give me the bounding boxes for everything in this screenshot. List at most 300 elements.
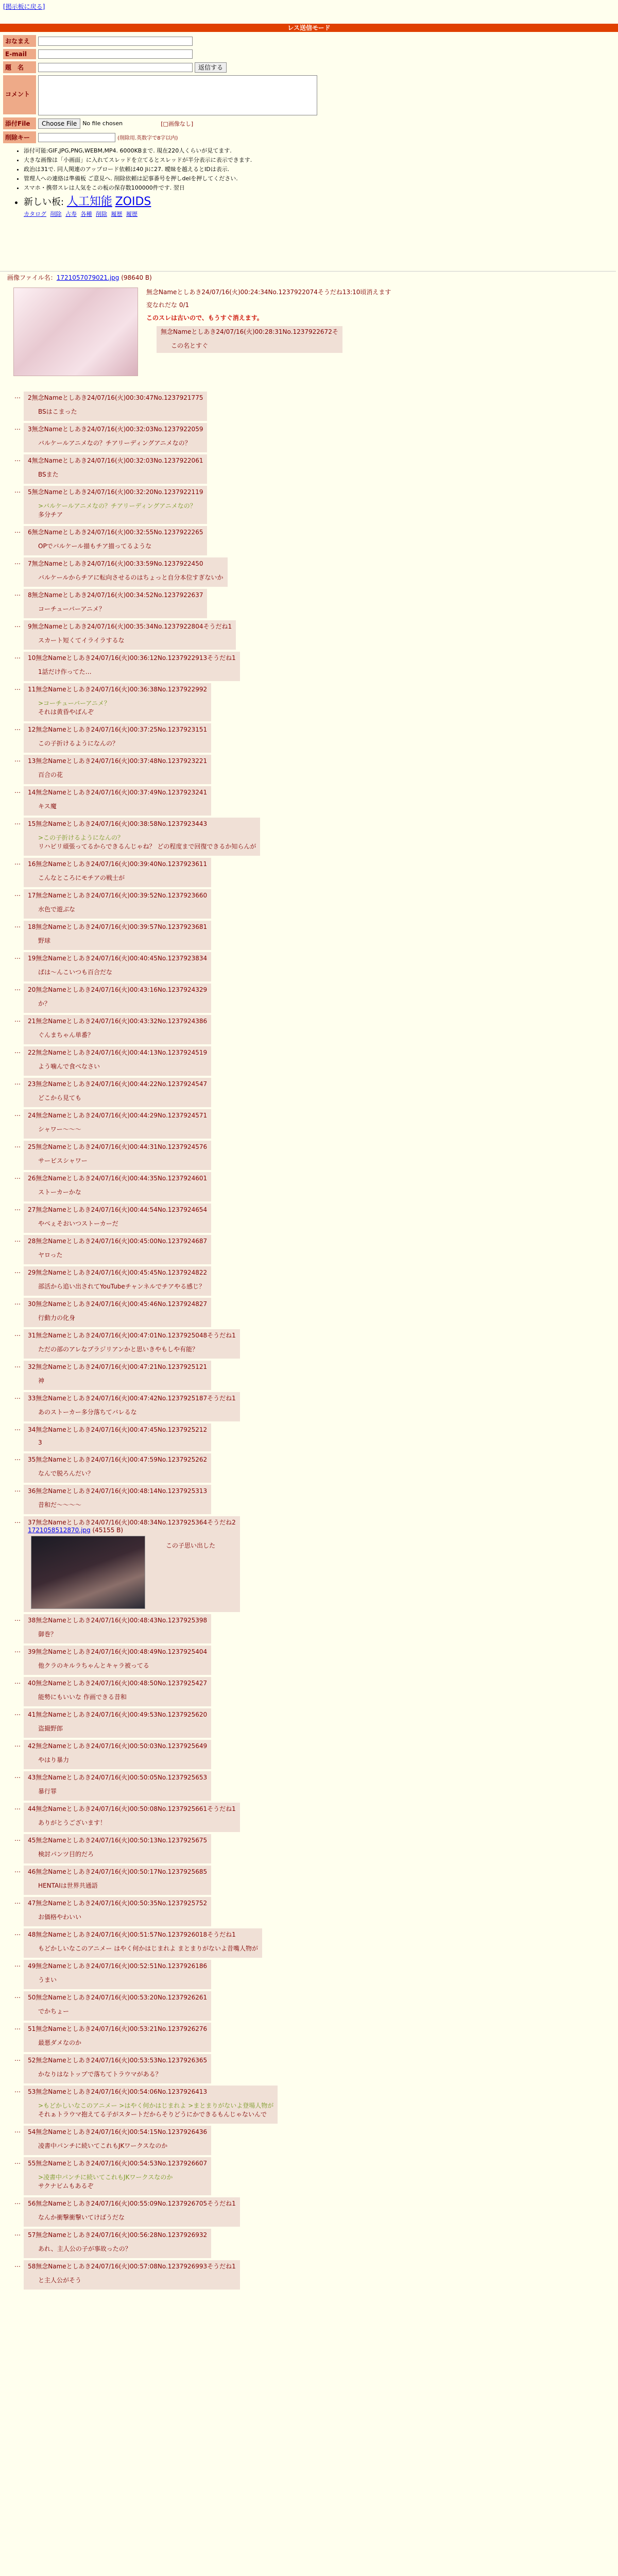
reply-meta[interactable]: 無念Nameとしあき24/07/16(火)00:55:09No.1237926705そうだね1 — [36, 2200, 236, 2207]
reply-gutter: … — [14, 819, 21, 826]
reply-meta[interactable]: 無念Nameとしあき24/07/16(火)00:53:21No.1237926276 — [36, 2025, 208, 2032]
reply-post — [14, 755, 617, 784]
reply-box — [24, 984, 211, 1013]
reply-box — [24, 1485, 211, 1514]
reply-quote: >この子折けるようになんの？ — [38, 834, 124, 841]
nav-links — [24, 210, 394, 218]
reply-post — [14, 1646, 617, 1675]
nav-link[interactable]: 削除 — [96, 211, 107, 217]
reply-text-block — [38, 1030, 207, 1039]
delkey-input[interactable] — [38, 133, 115, 142]
reply-header — [28, 622, 232, 631]
nav-link[interactable]: 占寿 — [65, 211, 77, 217]
choose-file-button[interactable]: Choose File — [38, 118, 80, 129]
reply-post — [14, 1803, 617, 1832]
ad-link-ai[interactable]: 人工知能 — [66, 195, 112, 208]
reply-box — [24, 2086, 278, 2124]
reply-post — [14, 423, 617, 452]
reply-number: 51 — [28, 2025, 36, 2032]
nav-link[interactable]: 各種 — [80, 211, 92, 217]
reply-box — [24, 755, 211, 784]
reply-header — [28, 1394, 236, 1402]
reply-header — [28, 1867, 207, 1876]
reply-meta[interactable]: 無念Nameとしあき24/07/16(火)00:52:51No.1237926186 — [36, 1962, 208, 1970]
reply-header — [28, 1299, 207, 1308]
reply-header — [28, 1993, 207, 2002]
reply-header — [28, 590, 203, 599]
reply-header — [28, 788, 207, 796]
reply-text: かなりはなトップで落ちてトラウマがある？ — [38, 2071, 162, 2078]
op-file-info — [7, 273, 610, 282]
op-file-size: (98640 B) — [121, 274, 152, 281]
reply-file-size: (45155 B) — [92, 1527, 124, 1534]
reply-box — [24, 1266, 211, 1296]
reply-header — [28, 954, 207, 962]
reply-gutter: … — [14, 1804, 21, 1811]
reply-number: 22 — [28, 1049, 36, 1056]
reply-text: なんで脱ろんだい？ — [38, 1470, 94, 1477]
reply-header — [28, 1741, 207, 1750]
reply-post — [14, 1677, 617, 1706]
reply-text-block — [38, 2101, 273, 2119]
reply-meta[interactable]: 無念Nameとしあき24/07/16(火)00:47:01No.1237925048そうだね1 — [36, 1332, 236, 1339]
reply-post — [14, 1453, 617, 1483]
reply-header — [28, 1142, 207, 1151]
reply-post — [14, 1740, 617, 1769]
reply-box — [24, 1453, 211, 1483]
reply-gutter: … — [14, 527, 21, 534]
reply-post — [14, 2157, 617, 2195]
reply-gutter: … — [14, 2230, 21, 2237]
reply-box — [24, 2023, 211, 2052]
reply-text: こんなところにモチアの戦士が — [38, 874, 125, 882]
reply-meta[interactable]: 無念Nameとしあき24/07/16(火)00:48:50No.1237925427 — [36, 1680, 208, 1687]
reply-meta[interactable]: 無念Nameとしあき24/07/16(火)00:35:34No.1237922804そうだね1 — [31, 623, 232, 630]
reply-text: コーチューバーアニメ？ — [38, 605, 105, 613]
reply-text: 検討パンツ目的だろ — [38, 1851, 94, 1858]
reply-meta[interactable]: 無念Nameとしあき24/07/16(火)00:32:55No.1237922265 — [31, 529, 203, 536]
reply-gutter: … — [14, 487, 21, 494]
reply-header — [28, 2230, 207, 2239]
reply-header — [28, 1710, 207, 1719]
reply-meta[interactable]: 無念Nameとしあき24/07/16(火)00:47:45No.1237925212 — [36, 1426, 208, 1433]
reply-gutter: … — [14, 1142, 21, 1149]
reply-meta[interactable]: 無念Nameとしあき24/07/16(火)00:56:28No.1237926932 — [36, 2231, 208, 2239]
reply-meta[interactable]: 無念Nameとしあき24/07/16(火)00:48:43No.1237925398 — [36, 1617, 208, 1624]
reply-text-block — [38, 470, 203, 479]
reply-number: 56 — [28, 2200, 36, 2207]
reply-meta[interactable]: 無念Nameとしあき24/07/16(火)00:48:49No.1237925404 — [36, 1648, 208, 1655]
reply-number: 46 — [28, 1868, 36, 1875]
reply-meta[interactable]: 無念Nameとしあき24/07/16(火)00:45:46No.1237924827 — [36, 1300, 208, 1308]
reply-text-block — [38, 1125, 207, 1133]
reply-header — [28, 1362, 207, 1371]
reply-text: 最悪ダメなのか — [38, 2039, 82, 2046]
reply-number: 5 — [28, 488, 32, 496]
name-input[interactable] — [38, 37, 193, 46]
nav-link[interactable]: 削除 — [50, 211, 62, 217]
reply-text: BSまた — [38, 471, 59, 478]
reply-text-block — [38, 1755, 207, 1764]
reply-text-block — [38, 1376, 207, 1385]
reply-gutter: … — [14, 1393, 21, 1400]
reply-text: 昔和だ〜〜〜〜 — [38, 1501, 82, 1509]
reply-box — [24, 1834, 211, 1863]
email-label: E-mail — [3, 49, 36, 59]
reply-meta[interactable]: 無念Nameとしあき24/07/16(火)00:39:52No.1237923660 — [36, 892, 208, 899]
reply-gutter: … — [14, 2158, 21, 2165]
reply-header — [28, 2087, 273, 2096]
reply-gutter: … — [14, 2087, 21, 2094]
reply-header — [28, 1930, 258, 1939]
reply-meta[interactable]: 無念Nameとしあき24/07/16(火)00:57:08No.1237926993そうだね1 — [36, 2263, 236, 2270]
reply-gutter: … — [14, 393, 21, 400]
reply-meta[interactable]: 無念Nameとしあき24/07/16(火)00:50:35No.1237925752 — [36, 1900, 208, 1907]
reply-post — [14, 1866, 617, 1895]
reply-text: あのストーカー多分落ちてバレるな — [38, 1409, 137, 1416]
reply-header — [28, 2127, 207, 2136]
op-inline-reply — [157, 326, 342, 353]
reply-text: ぐんまちゃん単番？ — [38, 1031, 94, 1039]
reply-text: か？ — [38, 1000, 51, 1007]
reply-text: キス魔 — [38, 803, 57, 810]
reply-text: ぱは〜んこいつも百合だな — [38, 969, 113, 976]
comment-textarea[interactable] — [38, 75, 317, 115]
reply-meta[interactable]: 無念Nameとしあき24/07/16(火)00:49:53No.1237925620 — [36, 1711, 208, 1718]
reply-post — [14, 1204, 617, 1233]
reply-gutter: … — [14, 1016, 21, 1023]
reply-meta[interactable]: 無念Nameとしあき24/07/16(火)00:45:00No.1237924687 — [36, 1238, 208, 1245]
reply-meta[interactable]: 無念Nameとしあき24/07/16(火)00:39:40No.1237923611 — [36, 860, 208, 868]
reply-text: もどかしいなこのアニメー はやく何かはじまれよ まとまりがないよ昔嘴人物が — [38, 1945, 259, 1952]
reply-post — [14, 1991, 617, 2021]
reply-text: 能勢にもいいな 作画できる昔和 — [38, 1693, 127, 1701]
reply-meta[interactable]: 無念Nameとしあき24/07/16(火)00:33:59No.1237922450 — [31, 560, 203, 567]
reply-image-row — [28, 1536, 236, 1609]
reply-header — [28, 456, 203, 465]
reply-number: 54 — [28, 2128, 36, 2136]
reply-box — [24, 1614, 211, 1643]
reply-meta[interactable]: 無念Nameとしあき24/07/16(火)00:53:53No.1237926365 — [36, 2057, 208, 2064]
reply-box — [24, 858, 211, 887]
nav-link[interactable]: 履歴 — [111, 211, 123, 217]
reply-meta[interactable]: 無念Nameとしあき24/07/16(火)00:32:03No.1237922059 — [31, 426, 203, 433]
reply-text: 多分チア — [38, 511, 63, 518]
reply-text-block — [38, 1850, 207, 1858]
reply-post — [14, 1614, 617, 1643]
reply-meta[interactable]: 無念Nameとしあき24/07/16(火)00:37:25No.1237923151 — [36, 726, 208, 733]
reply-box — [24, 1392, 240, 1421]
reply-text-block — [38, 2213, 236, 2222]
reply-box — [24, 1866, 211, 1895]
reply-meta[interactable]: 無念Nameとしあき24/07/16(火)00:34:52No.1237922637 — [31, 591, 203, 599]
reply-header — [28, 1616, 207, 1624]
reply-box — [24, 1329, 240, 1359]
reply-thumbnail[interactable] — [31, 1536, 145, 1609]
reply-text-block — [38, 438, 203, 447]
reply-gutter: … — [14, 455, 21, 463]
reply-text: 水色で遊ぶな — [38, 906, 76, 913]
reply-meta[interactable]: 無念Nameとしあき24/07/16(火)00:38:58No.1237923443 — [36, 820, 208, 827]
back-to-board-link[interactable] — [3, 2, 45, 11]
reply-text-block — [38, 2038, 207, 2047]
reply-meta[interactable]: 無念Nameとしあき24/07/16(火)00:48:14No.1237925313 — [36, 1487, 208, 1495]
reply-header — [28, 1486, 207, 1495]
reply-post — [14, 1361, 617, 1390]
reply-meta[interactable]: 無念Nameとしあき24/07/16(火)00:43:32No.1237924386 — [36, 1018, 208, 1025]
reply-post — [14, 889, 617, 919]
reply-meta[interactable]: 無念Nameとしあき24/07/16(火)00:36:38No.1237922992 — [36, 686, 208, 693]
reply-header — [28, 1961, 207, 1970]
reply-header — [28, 425, 203, 433]
reply-meta[interactable]: 無念Nameとしあき24/07/16(火)00:50:13No.1237925675 — [36, 1837, 208, 1844]
reply-number: 4 — [28, 457, 32, 464]
reply-post — [14, 858, 617, 887]
reply-text-block — [38, 1912, 207, 1921]
reply-meta[interactable]: 無念Nameとしあき24/07/16(火)00:32:20No.1237922119 — [31, 488, 203, 496]
reply-text-block — [38, 1944, 258, 1953]
reply-gutter: … — [14, 2127, 21, 2134]
reply-post — [14, 1834, 617, 1863]
reply-box — [24, 486, 207, 524]
reply-meta[interactable]: 無念Nameとしあき24/07/16(火)00:50:05No.1237925653 — [36, 1774, 208, 1781]
reply-text: それは黄昏やばんぞ — [38, 708, 94, 716]
reply-number: 11 — [28, 686, 36, 693]
reply-number: 50 — [28, 1994, 36, 2001]
file-placeholder: No file chosen — [82, 120, 123, 127]
reply-header — [28, 1455, 207, 1464]
reply-header — [28, 685, 207, 693]
reply-post — [14, 1771, 617, 1801]
reply-box — [24, 1298, 211, 1327]
reply-gutter: … — [14, 1267, 21, 1275]
reply-box — [24, 1141, 211, 1170]
reply-meta[interactable]: 無念Nameとしあき24/07/16(火)00:54:06No.1237926413 — [36, 2088, 208, 2095]
reply-header — [28, 1016, 207, 1025]
note-item: • 添付可能:GIF,JPG,PNG,WEBM,MP4. 6000KBまで. 現在220人くらいが見てます. — [24, 146, 394, 155]
reply-meta[interactable]: 無念Nameとしあき24/07/16(火)00:44:31No.1237924576 — [36, 1143, 208, 1150]
reply-post — [14, 1266, 617, 1296]
reply-text: それぁトラウマ抱えてる子がスタートだからそりどうにかできるもんじゃないんで — [38, 2111, 267, 2118]
reply-meta[interactable]: 無念Nameとしあき24/07/16(火)00:47:42No.1237925187そうだね1 — [36, 1395, 236, 1402]
reply-box — [24, 952, 211, 981]
reply-number: 35 — [28, 1456, 36, 1463]
reply-text-block — [38, 1881, 207, 1890]
reply-quote: >凌書中パンチに続いてこれもJKワークスなのか — [38, 2174, 173, 2181]
reply-gutter: … — [14, 1741, 21, 1748]
reply-text-block — [38, 2007, 207, 2015]
reply-gutter: … — [14, 1709, 21, 1717]
reply-box — [24, 1646, 211, 1675]
reply-text: 3 — [38, 1439, 42, 1446]
reply-gutter: … — [14, 1517, 21, 1524]
reply-text: サクナビムもあるぞ — [38, 2182, 94, 2190]
reply-meta[interactable]: 無念Nameとしあき24/07/16(火)00:32:03No.1237922061 — [31, 457, 203, 464]
back-link-text[interactable]: [掲示板に戻る] — [3, 3, 45, 10]
reply-gutter: … — [14, 1867, 21, 1874]
reply-post — [14, 454, 617, 484]
reply-meta[interactable]: 無念Nameとしあき24/07/16(火)00:44:54No.1237924654 — [36, 1206, 208, 1213]
reply-text-block — [38, 407, 203, 416]
reply-meta[interactable]: 無念Nameとしあき24/07/16(火)00:50:03No.1237925649 — [36, 1742, 208, 1750]
reply-meta[interactable]: 無念Nameとしあき24/07/16(火)00:48:34No.1237925364そうだね2 — [36, 1519, 236, 1526]
reply-text-block — [38, 1661, 207, 1670]
reply-number: 13 — [28, 757, 36, 765]
divider — [0, 271, 616, 272]
reply-meta[interactable]: 無念Nameとしあき24/07/16(火)00:54:53No.1237926607 — [36, 2160, 208, 2167]
reply-post — [14, 1928, 617, 1958]
subject-input[interactable] — [38, 63, 193, 72]
reply-gutter: … — [14, 724, 21, 732]
reply-meta[interactable]: 無念Nameとしあき24/07/16(火)00:37:49No.1237923241 — [36, 789, 208, 796]
reply-post — [14, 818, 617, 856]
reply-post — [14, 683, 617, 721]
reply-meta[interactable]: 無念Nameとしあき24/07/16(火)00:43:16No.1237924329 — [36, 986, 208, 993]
reply-file-link[interactable]: 1721058512870.jpg — [28, 1527, 91, 1534]
reply-quote: >バルケールアニメなの？チアリーディングアニメなの？ — [38, 502, 196, 510]
reply-number: 8 — [28, 591, 32, 599]
reply-text-block — [38, 873, 207, 882]
reply-box — [24, 1109, 211, 1139]
reply-meta[interactable]: 無念Nameとしあき24/07/16(火)00:53:20No.1237926261 — [36, 1994, 208, 2001]
reply-box — [24, 683, 211, 721]
reply-post — [14, 486, 617, 524]
reply-text-block — [38, 2276, 236, 2284]
reply-text: やはり暴力 — [38, 1756, 70, 1764]
reply-header — [28, 2199, 236, 2208]
reply-header — [28, 2024, 207, 2033]
reply-text: OPでバルケール描もチア描ってるような — [38, 543, 152, 550]
reply-text: バルケールアニメなの？チアリーディングアニメなの？ — [38, 439, 191, 447]
reply-meta[interactable]: 無念Nameとしあき24/07/16(火)00:51:57No.1237926018そうだね1 — [36, 1931, 236, 1938]
reply-gutter: … — [14, 1173, 21, 1180]
reply-meta[interactable]: 無念Nameとしあき24/07/16(火)00:45:45No.1237924822 — [36, 1269, 208, 1276]
reply-post — [14, 786, 617, 816]
reply-text-block — [38, 1975, 207, 1984]
reply-text-block — [38, 1787, 207, 1795]
reply-post — [14, 1708, 617, 1738]
reply-text-block — [38, 1250, 207, 1259]
reply-text-block — [38, 1500, 207, 1509]
reply-post — [14, 652, 617, 681]
op-file-link[interactable]: 1721057079021.jpg — [56, 274, 119, 281]
reply-text: 部活から追い出されてYouTubeチャンネルでチアやる感じ？ — [38, 1283, 205, 1290]
reply-gutter: … — [14, 1772, 21, 1780]
reply-header — [28, 393, 203, 402]
reply-number: 15 — [28, 820, 36, 827]
reply-text: ヤロった — [38, 1251, 63, 1259]
note-item: • 大きな画像は「小画面」に入れてスレッドを立てるとスレッドが半分表示に表示できます. — [24, 156, 394, 164]
reply-box — [24, 1708, 211, 1738]
reply-meta[interactable]: 無念Nameとしあき24/07/16(火)00:39:57No.1237923681 — [36, 923, 208, 930]
nav-link[interactable]: 履歴 — [126, 211, 138, 217]
reply-text: 御巻？ — [38, 1631, 57, 1638]
reply-text-block — [38, 1469, 207, 1478]
reply-gutter: … — [14, 1992, 21, 1999]
reply-gutter: … — [14, 1047, 21, 1055]
reply-number: 49 — [28, 1962, 36, 1970]
reply-post — [14, 1015, 617, 1044]
reply-gutter: … — [14, 2198, 21, 2206]
reply-text-block — [38, 936, 207, 945]
reply-number: 24 — [28, 1112, 36, 1119]
reply-number: 25 — [28, 1143, 36, 1150]
reply-meta[interactable]: 無念Nameとしあき24/07/16(火)00:54:15No.1237926436 — [36, 2128, 208, 2136]
nav-link[interactable]: カタログ — [24, 211, 46, 217]
reply-number: 40 — [28, 1680, 36, 1687]
reply-box — [24, 2260, 240, 2290]
reply-box — [24, 1204, 211, 1233]
reply-text: なんか衝撃衝撃いてけばうだな — [38, 2214, 125, 2221]
reply-box — [24, 1928, 262, 1958]
reply-number: 42 — [28, 1742, 36, 1750]
reply-post — [14, 2086, 617, 2124]
reply-number: 10 — [28, 654, 36, 662]
op-image[interactable] — [13, 287, 138, 376]
reply-post — [14, 723, 617, 753]
reply-meta[interactable]: 無念Nameとしあき24/07/16(火)00:47:21No.1237925121 — [36, 1363, 208, 1370]
no-image-checkbox[interactable]: [□画像なし] — [161, 120, 194, 127]
note-item: • 政治は31で. 同人関連のアップロード依頼は40 Jiに27. 曖昧を越えるとIDは表示. — [24, 165, 394, 173]
email-input[interactable] — [38, 49, 193, 59]
reply-meta[interactable]: 無念Nameとしあき24/07/16(火)00:50:08No.1237925661そうだね1 — [36, 1805, 236, 1812]
ad-link-zoids[interactable]: ZOIDS — [115, 195, 151, 208]
reply-gutter: … — [14, 558, 21, 566]
reply-gutter: … — [14, 890, 21, 897]
reply-header — [28, 1679, 207, 1687]
reply-meta[interactable]: 無念Nameとしあき24/07/16(火)00:44:35No.1237924601 — [36, 1175, 208, 1182]
reply-post — [14, 2023, 617, 2052]
reply-text: どこから見ても — [38, 1094, 82, 1101]
reply-number: 30 — [28, 1300, 36, 1308]
reply-gutter: … — [14, 424, 21, 431]
reply-box — [24, 620, 236, 650]
reply-post — [14, 557, 617, 587]
reply-header — [28, 1425, 207, 1434]
reply-meta[interactable]: 無念Nameとしあき24/07/16(火)00:50:17No.1237925685 — [36, 1868, 208, 1875]
reply-box — [24, 1516, 240, 1612]
reply-number: 52 — [28, 2057, 36, 2064]
reply-meta[interactable]: 無念Nameとしあき24/07/16(火)00:44:29No.1237924571 — [36, 1112, 208, 1119]
reply-text: シャワー〜〜〜 — [38, 1126, 81, 1133]
reply-number: 37 — [28, 1519, 36, 1526]
reply-post — [14, 1423, 617, 1451]
reply-gutter: … — [14, 590, 21, 597]
submit-button[interactable]: 返信する — [195, 62, 227, 73]
reply-gutter: … — [14, 756, 21, 763]
reply-header — [28, 756, 207, 765]
reply-post — [14, 1141, 617, 1170]
reply-post — [14, 1172, 617, 1201]
reply-meta[interactable]: 無念Nameとしあき24/07/16(火)00:47:59No.1237925262 — [36, 1456, 208, 1463]
reply-text: よう噛んで食べなさい — [38, 1063, 100, 1070]
reply-box — [24, 1897, 211, 1926]
thread — [7, 273, 610, 2284]
reply-box — [24, 1235, 211, 1264]
reply-box — [24, 2197, 240, 2227]
reply-meta[interactable]: 無念Nameとしあき24/07/16(火)00:36:12No.1237922913そうだね1 — [36, 654, 236, 662]
reply-meta[interactable]: 無念Nameとしあき24/07/16(火)00:30:47No.1237921775 — [31, 394, 203, 401]
reply-number: 20 — [28, 986, 36, 993]
reply-number: 57 — [28, 2231, 36, 2239]
reply-meta[interactable]: 無念Nameとしあき24/07/16(火)00:37:48No.1237923221 — [36, 757, 208, 765]
reply-gutter: … — [14, 2055, 21, 2062]
reply-text: 1話だけ作ってた… — [38, 668, 92, 675]
reply-meta[interactable]: 無念Nameとしあき24/07/16(火)00:40:45No.1237923834 — [36, 955, 208, 962]
reply-meta[interactable]: 無念Nameとしあき24/07/16(火)00:44:22No.1237924547 — [36, 1080, 208, 1088]
reply-meta[interactable]: 無念Nameとしあき24/07/16(火)00:44:13No.1237924519 — [36, 1049, 208, 1056]
reply-file-info — [28, 1527, 236, 1534]
